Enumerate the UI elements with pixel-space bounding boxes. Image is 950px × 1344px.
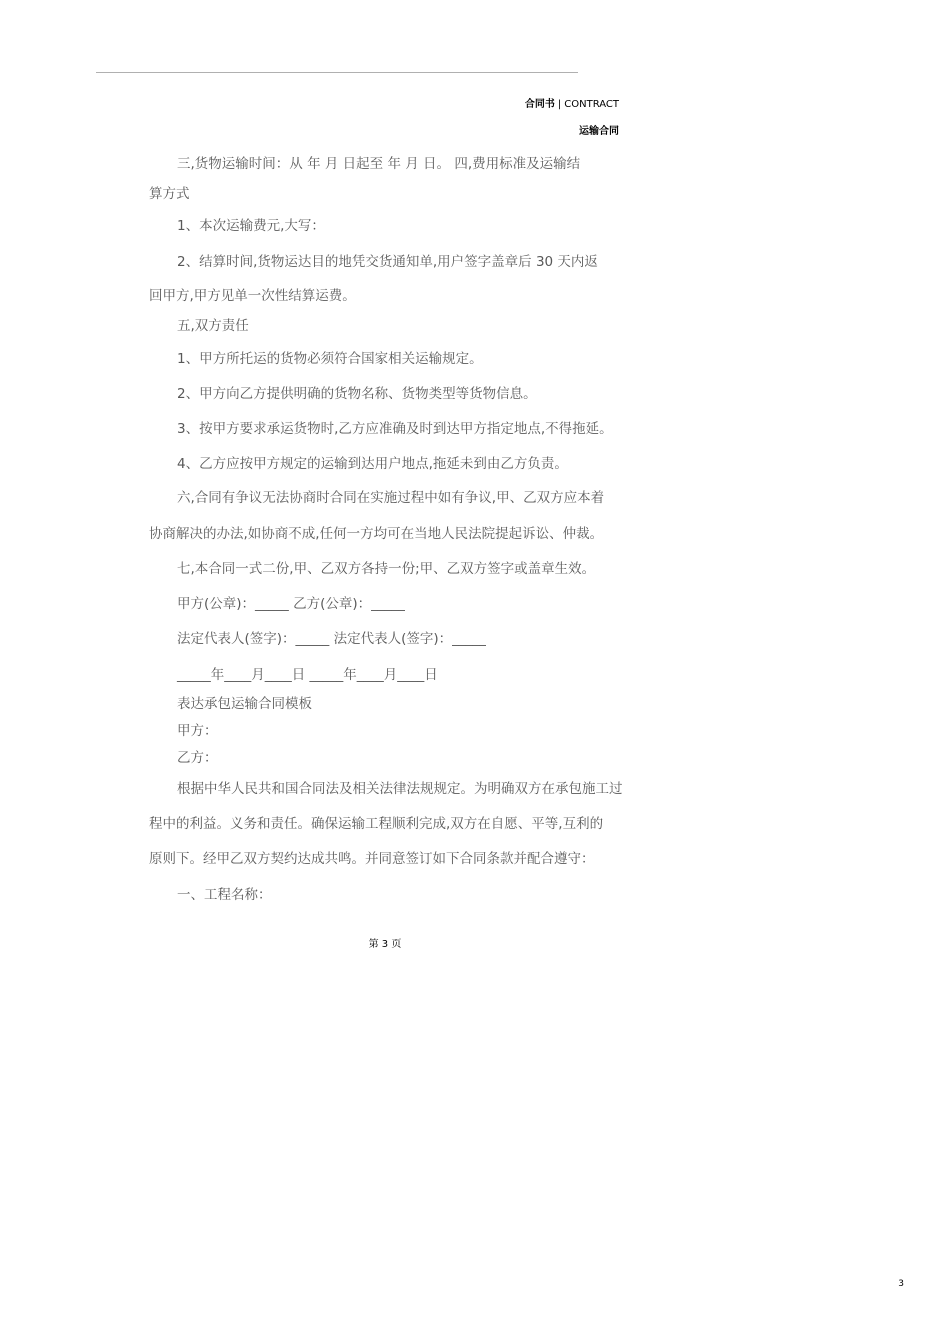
paragraph-line: 回甲方,甲方见单一次性结算运费。 <box>149 288 356 304</box>
paragraph-line: 七,本合同一式二份,甲、乙双方各持一份;甲、乙双方签字或盖章生效。 <box>177 561 596 577</box>
paragraph-line: 算方式 <box>149 186 190 202</box>
paragraph-line: 程中的利益。义务和责任。确保运输工程顺利完成,双方在自愿、平等,互利的 <box>149 816 604 832</box>
party-a-label: 甲方： <box>177 723 218 739</box>
section-heading: 一、工程名称： <box>177 887 272 903</box>
page-number-label: 第 3 页 <box>368 939 402 950</box>
paragraph-line: 2、甲方向乙方提供明确的货物名称、货物类型等货物信息。 <box>177 386 537 402</box>
date-line: _____年____月____日 _____年____月____日 <box>177 667 438 683</box>
paragraph-line: 4、乙方应按甲方规定的运输到达用户地点,拖延未到由乙方负责。 <box>177 456 568 472</box>
header-brand-en: CONTRACT <box>564 99 619 110</box>
signature-line: 法定代表人(签字)：_____ 法定代表人(签字)：_____ <box>177 631 486 647</box>
paragraph-line: 根据中华人民共和国合同法及相关法律法规规定。为明确双方在承包施工过 <box>177 781 623 797</box>
signature-line: 甲方(公章)：_____ 乙方(公章)：_____ <box>177 596 405 612</box>
header-brand-cn: 合同书 <box>524 99 555 110</box>
corner-page-number: 3 <box>898 1279 904 1289</box>
header-subtitle: 运输合同 <box>579 126 619 137</box>
header-rule <box>96 72 578 73</box>
paragraph-line: 三,货物运输时间：从 年 月 日起至 年 月 日。 四,费用标准及运输结 <box>177 156 581 172</box>
paragraph-line: 3、按甲方要求承运货物时,乙方应准确及时到达甲方指定地点,不得拖延。 <box>177 421 613 437</box>
paragraph-line: 1、本次运输费元,大写： <box>177 218 325 234</box>
party-b-label: 乙方： <box>177 750 218 766</box>
section-heading: 五,双方责任 <box>177 318 249 334</box>
paragraph-line: 1、甲方所托运的货物必须符合国家相关运输规定。 <box>177 351 483 367</box>
paragraph-line: 2、结算时间,货物运达目的地凭交货通知单,用户签字盖章后 30 天内返 <box>177 254 598 270</box>
document-title: 表达承包运输合同模板 <box>177 696 312 712</box>
paragraph-line: 原则下。经甲乙双方契约达成共鸣。并同意签订如下合同条款并配合遵守： <box>149 851 595 867</box>
paragraph-line: 协商解决的办法,如协商不成,任何一方均可在当地人民法院提起诉讼、仲裁。 <box>149 526 604 542</box>
header-separator: | <box>557 99 562 110</box>
header-brand <box>525 95 619 110</box>
paragraph-line: 六,合同有争议无法协商时合同在实施过程中如有争议,甲、乙双方应本着 <box>177 490 605 506</box>
